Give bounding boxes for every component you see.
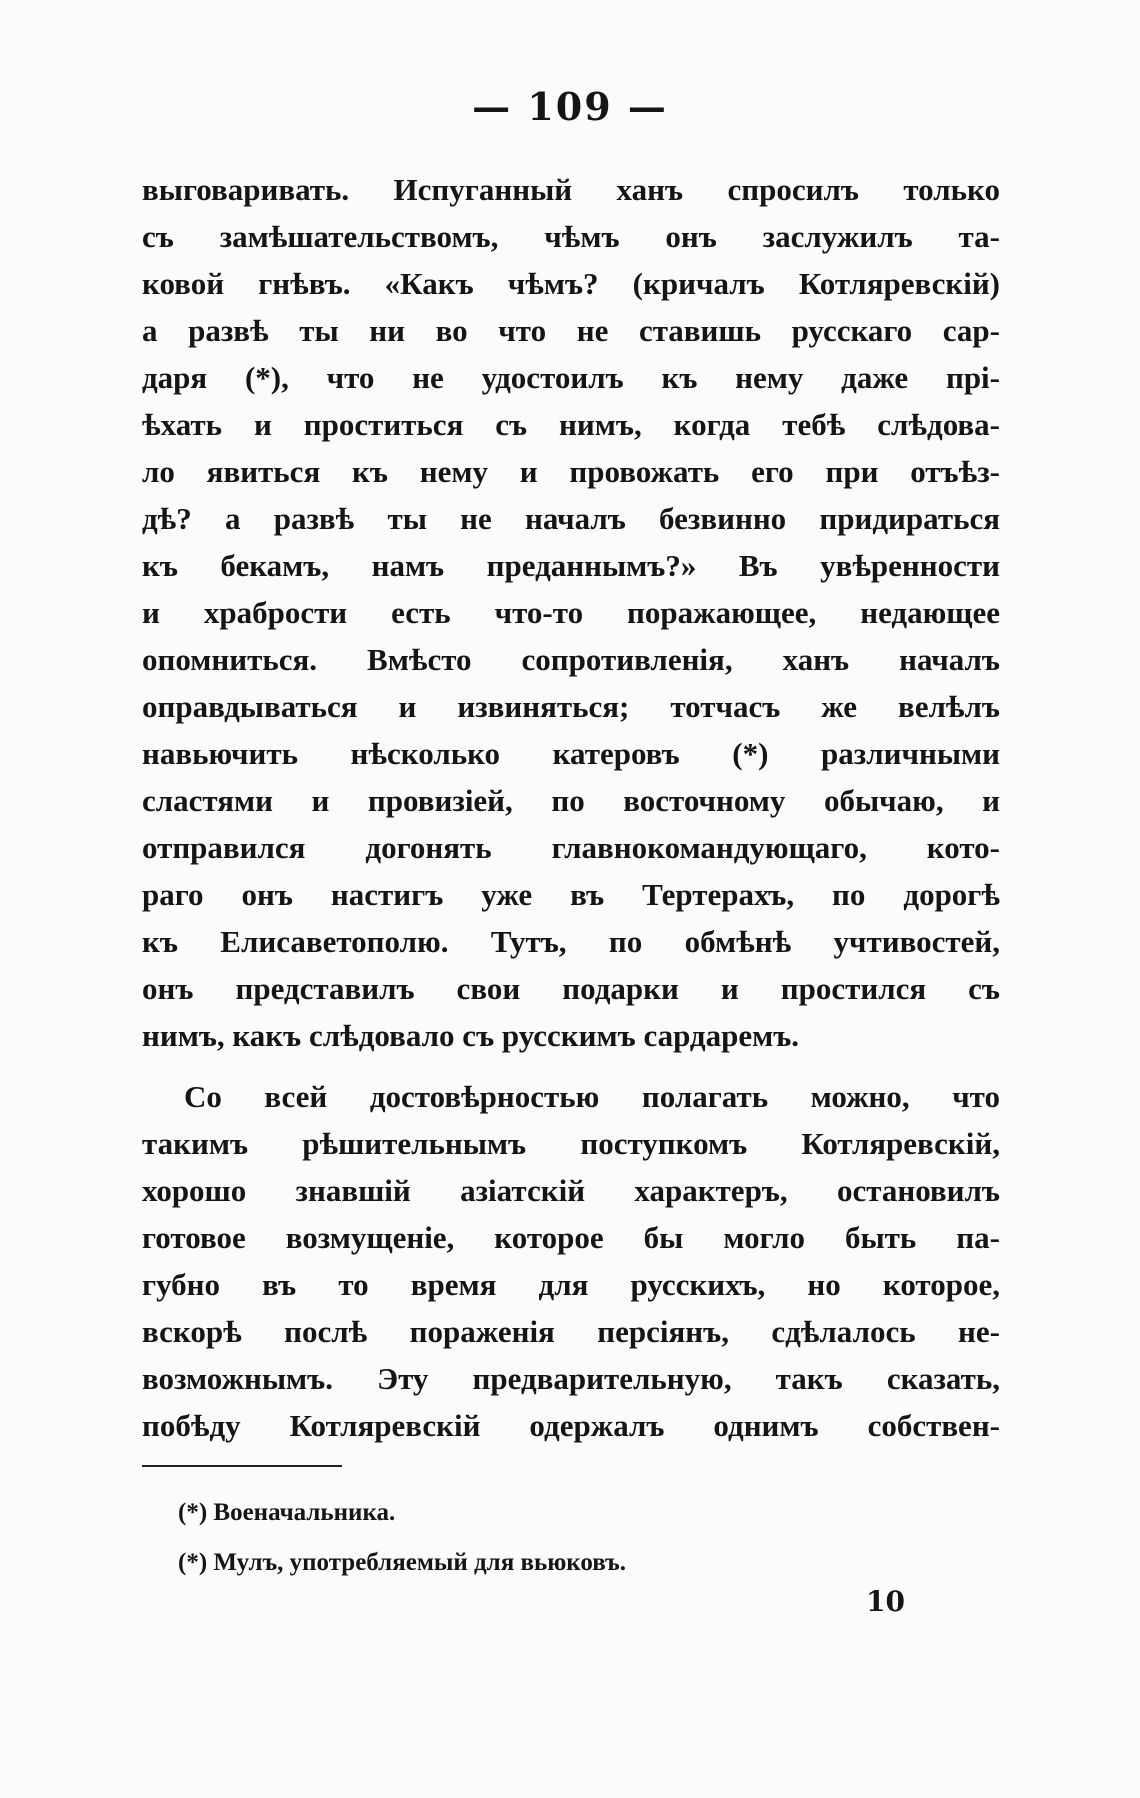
text-line: выговаривать. Испуганный ханъ спросилъ только <box>142 172 1000 207</box>
text-line: съ замѣшательствомъ, чѣмъ онъ заслужилъ та- <box>142 219 1000 254</box>
text-line: готовое возмущеніе, которое бы могло быть па- <box>142 1220 1000 1255</box>
text-line: побѣду Котляревскій одержалъ однимъ собствен- <box>142 1408 1000 1443</box>
footnote-rule <box>142 1465 342 1467</box>
text-line: отправился догонять главнокомандующаго, кото- <box>142 830 1000 865</box>
footnotes <box>178 1488 878 1588</box>
body-text <box>142 166 1000 1449</box>
text-line: возможнымъ. Эту предварительную, такъ сказать, <box>142 1361 1000 1396</box>
text-line: а развѣ ты ни во что не ставишь русскаго сар- <box>142 313 1000 348</box>
paragraph-2 <box>142 1073 1000 1449</box>
text-line: опомниться. Вмѣсто сопротивленія, ханъ началъ <box>142 642 1000 677</box>
text-line: раго онъ настигъ уже въ Тертерахъ, по дорогѣ <box>142 877 1000 912</box>
text-line: оправдываться и извиняться; тотчасъ же велѣлъ <box>142 689 1000 724</box>
text-line: и храбрости есть что-то поражающее, недающее <box>142 595 1000 630</box>
text-line: ѣхать и проститься съ нимъ, когда тебѣ слѣдова- <box>142 407 1000 442</box>
text-line: Со всей достовѣрностью полагать можно, что <box>184 1079 1000 1114</box>
text-line: ковой гнѣвъ. «Какъ чѣмъ? (кричалъ Котляревскій) <box>142 266 1000 301</box>
text-line: онъ представилъ свои подарки и простился съ <box>142 971 1000 1006</box>
text-line: къ бекамъ, намъ преданнымъ?» Въ увѣренности <box>142 548 1000 583</box>
paragraph-1 <box>142 166 1000 1059</box>
text-line: нимъ, какъ слѣдовало съ русскимъ сардаремъ. <box>142 1018 800 1053</box>
text-line: вскорѣ послѣ пораженія персіянъ, сдѣлалось не- <box>142 1314 1000 1349</box>
paragraph-gap <box>142 1059 1000 1073</box>
text-line: дѣ? а развѣ ты не началъ безвинно придираться <box>142 501 1000 536</box>
footnote: (*) Военачальника. <box>178 1499 396 1526</box>
text-line: такимъ рѣшительнымъ поступкомъ Котляревскій, <box>142 1126 1000 1161</box>
text-line: сластями и провизіей, по восточному обычаю, и <box>142 783 1000 818</box>
text-line: даря (*), что не удостоилъ къ нему даже прі- <box>142 360 1000 395</box>
text-line: къ Елисаветополю. Тутъ, по обмѣнѣ учтивостей, <box>142 924 1000 959</box>
text-line: ло явиться къ нему и провожать его при отъѣз- <box>142 454 1000 489</box>
signature-mark: 10 <box>866 1585 905 1618</box>
text-line: губно въ то время для русскихъ, но которое, <box>142 1267 1000 1302</box>
page-number-header: — 109 — <box>472 84 668 129</box>
text-line: хорошо знавшій азіатскій характеръ, остановилъ <box>142 1173 1000 1208</box>
text-line: навьючить нѣсколько катеровъ (*) различными <box>142 736 1000 771</box>
footnote: (*) Мулъ, употребляемый для вьюковъ. <box>178 1549 626 1576</box>
